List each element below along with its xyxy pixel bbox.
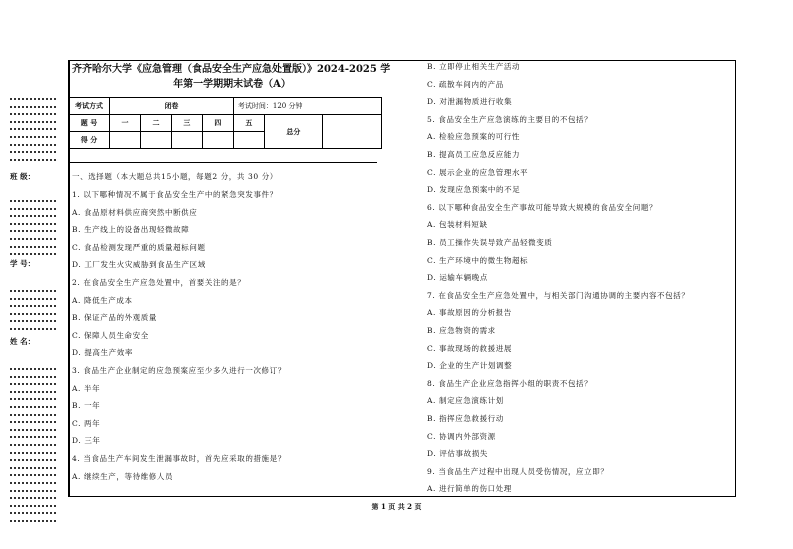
divider — [68, 162, 377, 163]
answer-option: B. 员工操作失误导致产品轻微变质 — [427, 238, 553, 247]
class-label: 班 级： — [10, 172, 36, 181]
exam-time: 考试时间：120 分钟 — [233, 98, 381, 115]
column-header: 二 — [140, 115, 171, 132]
question-stem: 1. 以下哪种情况不属于食品安全生产中的紧急突发事件？ — [72, 190, 278, 199]
student-id-label: 学 号： — [10, 259, 36, 268]
dotted-line — [10, 320, 56, 322]
score-table — [68, 97, 382, 149]
answer-option: C. 食品检测发现严重的质量超标问题 — [72, 242, 206, 252]
dotted-line — [10, 136, 56, 138]
answer-option: C. 两年 — [72, 418, 101, 428]
dotted-line — [10, 398, 56, 400]
dotted-line — [10, 230, 56, 232]
answer-option: A. 食品原材料供应商突然中断供应 — [72, 207, 198, 217]
dotted-line — [10, 376, 56, 378]
question-stem: 9. 当食品生产过程中出现人员受伤情况，应立即？ — [427, 466, 609, 476]
dotted-line — [10, 106, 56, 108]
answer-option: D. 企业的生产计划调整 — [427, 361, 513, 371]
question-stem: 2. 在食品安全生产应急处置中，首要关注的是？ — [72, 278, 246, 287]
name-label: 姓 名： — [10, 337, 36, 346]
dotted-line — [10, 383, 56, 385]
score-cell — [202, 132, 233, 149]
answer-option: A. 降低生产成本 — [72, 295, 133, 305]
answer-option: C. 疏散车间内的产品 — [427, 79, 504, 89]
answer-option: B. 指挥应急救援行动 — [427, 414, 504, 423]
dotted-line — [10, 421, 56, 423]
exam-mode-label: 考试方式 — [69, 98, 110, 115]
answer-option: B. 应急物资的需求 — [427, 326, 496, 335]
answer-option: D. 提高生产效率 — [72, 348, 133, 358]
column-header: 四 — [202, 115, 233, 132]
answer-option: C. 保障人员生命安全 — [72, 330, 149, 340]
answer-option: A. 事故原因的分析报告 — [427, 308, 512, 318]
answer-option: A. 进行简单的伤口处理 — [427, 484, 512, 494]
dotted-line — [10, 128, 56, 130]
answer-option: C. 协调内外部资源 — [427, 431, 496, 441]
page-footer: 第 1 页 共 2 页 — [371, 502, 422, 511]
dotted-line — [10, 512, 56, 514]
dotted-line — [10, 238, 56, 240]
answer-option: D. 运输车辆晚点 — [427, 273, 488, 283]
answer-option: D. 评估事故损失 — [427, 449, 488, 459]
dotted-line — [10, 253, 56, 255]
answer-option: C. 展示企业的应急管理水平 — [427, 167, 529, 177]
dotted-line — [10, 368, 56, 370]
question-number-header: 题 号 — [69, 115, 110, 132]
dotted-line — [10, 151, 56, 153]
dotted-line — [10, 313, 56, 315]
question-stem: 7. 在食品安全生产应急处置中，与相关部门沟通协调的主要内容不包括？ — [427, 290, 690, 300]
dotted-line — [10, 444, 56, 446]
dotted-line — [10, 223, 56, 225]
column-header: 三 — [171, 115, 202, 132]
dotted-line — [10, 98, 56, 100]
dotted-line — [10, 200, 56, 202]
dotted-line — [10, 113, 56, 115]
column-header: 五 — [233, 115, 264, 132]
exam-mode-value: 闭卷 — [110, 98, 234, 115]
title-line-2: 年第一学期期末试卷（A） — [173, 79, 291, 90]
exam-title — [72, 62, 392, 92]
dotted-line — [10, 208, 56, 210]
answer-option: D. 对泄漏物质进行收集 — [427, 97, 513, 107]
column-header: 一 — [110, 115, 141, 132]
score-row-label: 得 分 — [69, 132, 110, 149]
total-score-cell — [323, 115, 382, 149]
answer-option: B. 一年 — [72, 401, 101, 411]
dotted-line — [10, 490, 56, 492]
answer-option: A. 半年 — [72, 383, 101, 393]
answer-option: D. 发现应急预案中的不足 — [427, 185, 521, 195]
answer-option: C. 事故现场的救援进展 — [427, 343, 512, 353]
dotted-line — [10, 406, 56, 408]
question-stem: 5. 食品安全生产应急演练的主要目的不包括？ — [427, 114, 593, 124]
dotted-line — [10, 520, 56, 522]
dotted-line — [10, 414, 56, 416]
answer-option: D. 工厂发生火灾威胁到食品生产区域 — [72, 260, 206, 270]
dotted-line — [10, 246, 56, 248]
dotted-line — [10, 482, 56, 484]
title-line-1: 齐齐哈尔大学《应急管理（食品安全生产应急处置版）》2024-2025 学 — [72, 64, 391, 75]
answer-option: B. 保证产品的外观质量 — [72, 313, 157, 323]
dotted-line — [10, 328, 56, 330]
answer-option: A. 检验应急预案的可行性 — [427, 132, 520, 142]
answer-option: B. 生产线上的设备出现轻微故障 — [72, 225, 190, 235]
dotted-line — [10, 429, 56, 431]
question-stem: 8. 食品生产企业应急指挥小组的职责不包括？ — [427, 378, 593, 388]
question-stem: 3. 食品生产企业制定的应急预案应至少多久进行一次修订？ — [72, 366, 286, 375]
dotted-line — [10, 121, 56, 123]
dotted-line — [10, 474, 56, 476]
dotted-line — [10, 305, 56, 307]
total-score-label: 总分 — [264, 115, 322, 149]
question-stem: 6. 以下哪种食品安全生产事故可能导致大规模的食品安全问题？ — [427, 202, 658, 212]
dotted-line — [10, 467, 56, 469]
answer-option: B. 立即停止相关生产活动 — [427, 62, 521, 71]
dotted-line — [10, 159, 56, 161]
answer-option: C. 生产环境中的微生物超标 — [427, 255, 529, 265]
dotted-line — [10, 391, 56, 393]
section-heading: 一、选择题（本大题总共15小题，每题2 分，共 30 分） — [72, 172, 278, 181]
dotted-line — [10, 298, 56, 300]
score-cell — [233, 132, 264, 149]
dotted-line — [10, 452, 56, 454]
score-cell — [110, 132, 141, 149]
answer-option: A. 继续生产，等待维修人员 — [72, 471, 174, 481]
dotted-line — [10, 215, 56, 217]
dotted-line — [10, 290, 56, 292]
question-stem: 4. 当食品生产车间发生泄漏事故时，首先应采取的措施是？ — [72, 454, 286, 463]
dotted-line — [10, 144, 56, 146]
score-cell — [171, 132, 202, 149]
answer-option: B. 提高员工应急反应能力 — [427, 150, 521, 159]
dotted-line — [10, 436, 56, 438]
dotted-line — [10, 459, 56, 461]
answer-option: A. 包装材料短缺 — [427, 220, 488, 230]
answer-option: A. 制定应急演练计划 — [427, 396, 504, 406]
dotted-line — [10, 497, 56, 499]
answer-option: D. 三年 — [72, 436, 101, 446]
score-cell — [140, 132, 171, 149]
